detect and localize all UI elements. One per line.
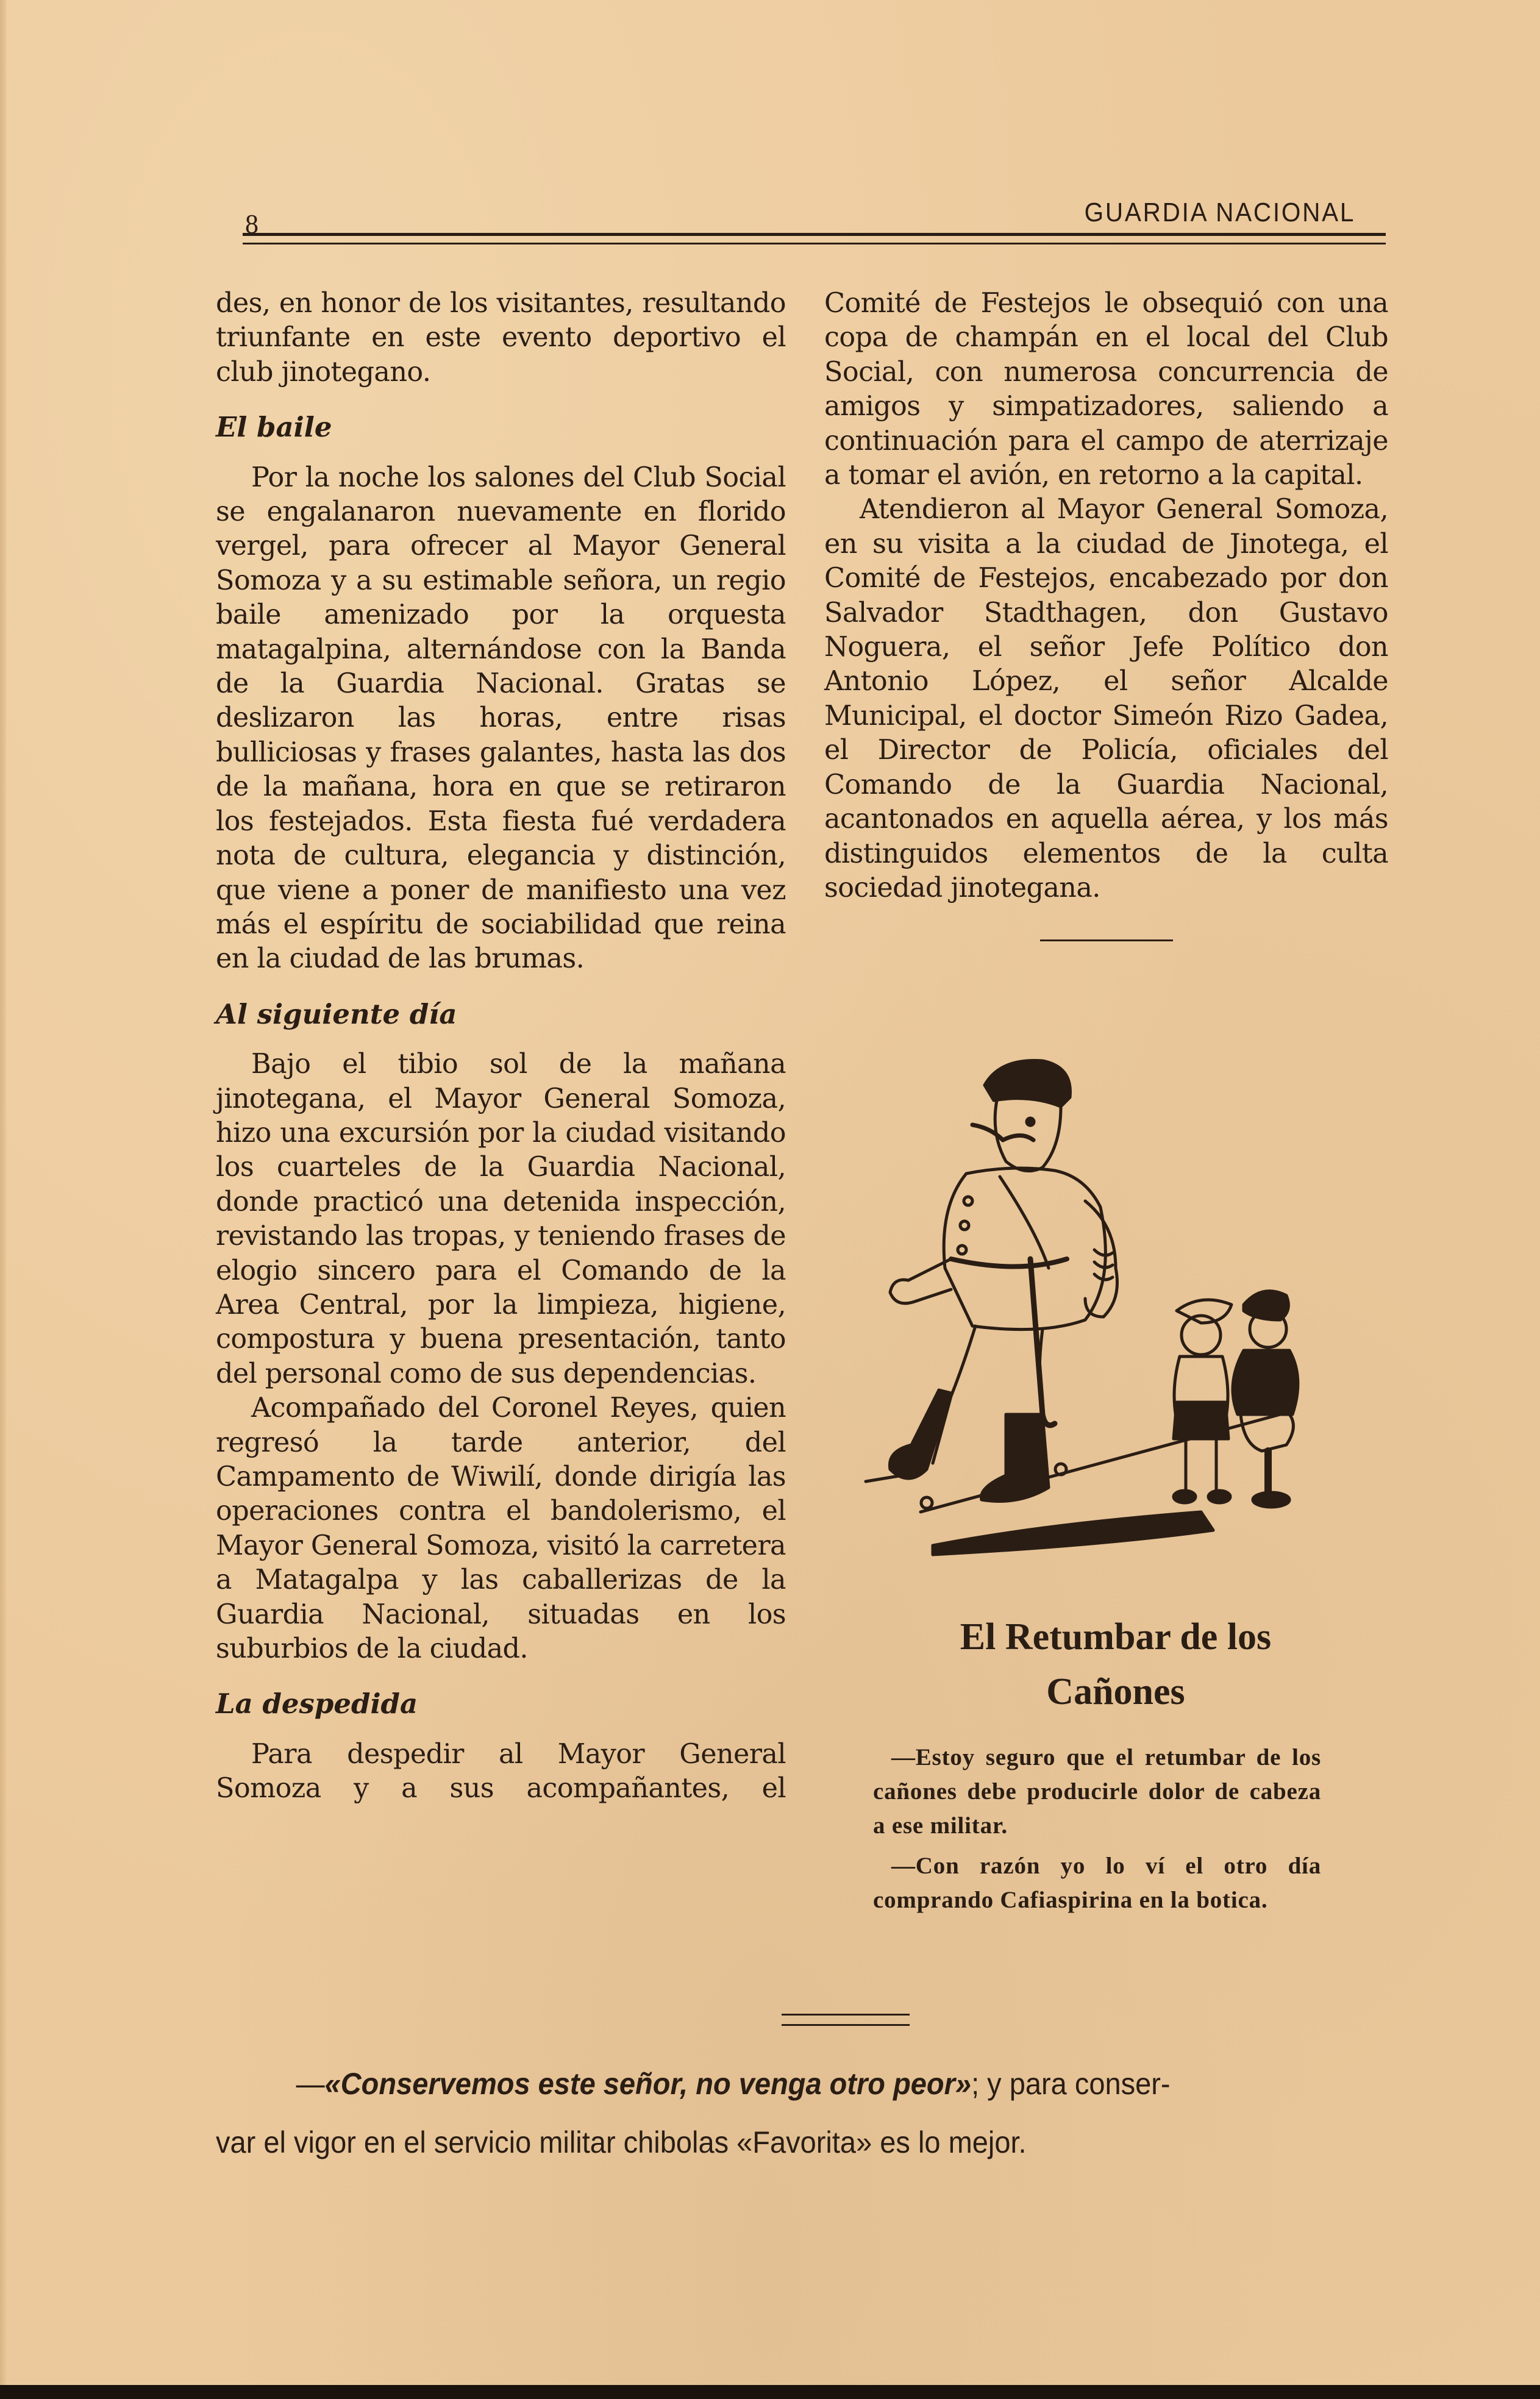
paragraph: Por la noche los salones del Club Social se engalanaron nuevamente en florido vergel, para ofrecer al Mayor General Somoza y a su estimable señora, un regio baile amenizado por la orquesta matagalpina, alternándose con la Banda de la Guardia Nacional. Gratas se deslizaron las horas, entre risas bulliciosas y frases galantes, hasta las dos de la mañana, hora en que se retiraron los festejados. Esta fiesta fué verdadera nota de cultura, elegancia y distinción, que viene a poner de manifiesto una vez más el espíritu de sociabilidad que reina en la ciudad de las brumas. (216, 462, 786, 975)
cartoon-illustration (860, 1049, 1360, 1597)
page-header (243, 195, 1386, 244)
section-heading-la-despedida: La despedida (216, 1688, 418, 1720)
advertisement (216, 2055, 1316, 2172)
ad-dash: — (296, 2067, 325, 2101)
ad-line1-rest: ; y para conser- (971, 2067, 1171, 2101)
cartoon-title (860, 1609, 1372, 1719)
paragraph: Bajo el tibio sol de la mañana jinotegana, el Mayor General Somoza, hizo una excursión por la ciudad visitando los cuarteles de la Guardia Nacional, donde practicó una detenida inspección, revistando las tropas, y teniendo frases de elogio sincero para el Comando de la Area Central, por la limpieza, higiene, compostura y buena presentación, tanto del personal como de sus dependencias. (216, 1049, 786, 1389)
paragraph: Acompañado del Coronel Reyes, quien regresó la tarde anterior, del Campamento de Wiwilí, donde dirigía las operaciones contra el bandolerismo, el Mayor General Somoza, visitó la carretera a Matagalpa y las caballerizas de la Guardia Nacional, situadas en los suburbios de la ciudad. (216, 1392, 786, 1665)
ad-quote: «Conservemos este señor, no venga otro peor» (324, 2067, 972, 2101)
advertisement-line2: var el vigor en el servicio militar chibolas «Favorita» es lo mejor. (216, 2125, 1027, 2159)
dialogue-line: —Con razón yo lo ví el otro día comprando Cafiaspirina en la botica. (873, 1853, 1321, 1913)
dialogue-line: —Estoy seguro que el retumbar de los cañones debe producirle dolor de cabeza a ese militar. (873, 1744, 1321, 1839)
section-heading-el-baile: El baile (216, 411, 332, 444)
intro-paragraph: des, en honor de los visitantes, resultando triunfante en este evento deportivo el club jinotegano. (216, 288, 786, 388)
running-title: GUARDIA NACIONAL (1084, 198, 1355, 227)
advertisement-line1 (216, 2055, 1316, 2113)
section-divider-rule (1040, 939, 1173, 941)
cartoon-title-line2: Cañones (1046, 1671, 1185, 1713)
paragraph: Comité de Festejos le obsequió con una copa de champán en el local del Club Social, con numerosa concurrencia de amigos y simpatizadores, saliendo a continuación para el campo de aterrizaje a tomar el avión, en retorno a la capital. (824, 288, 1388, 491)
left-column (216, 287, 786, 1806)
footer-double-rule (782, 2014, 910, 2026)
cartoon-dialogue (873, 1741, 1321, 1923)
paragraph: Atendieron al Mayor General Somoza, en su visita a la ciudad de Jinotega, el Comité de Festejos, encabezado por don Salvador Stadthagen, don Gustavo Noguera, el señor Jefe Político don Antonio López, el señor Alcalde Municipal, el doctor Simeón Rizo Gadea, el Director de Policía, oficiales del Comando de la Guardia Nacional, acantonados en aquella aérea, y los más distinguidos elementos de la culta sociedad jinotegana. (824, 494, 1388, 904)
cartoon-title-line1: El Retumbar de los (960, 1616, 1272, 1658)
right-column (824, 287, 1388, 941)
section-heading-al-siguiente-dia: Al siguiente día (216, 997, 457, 1030)
paragraph: Para despedir al Mayor General Somoza y a sus acompañantes, el (216, 1738, 786, 1805)
header-double-rule (243, 233, 1386, 244)
page-number: 8 (245, 209, 258, 239)
